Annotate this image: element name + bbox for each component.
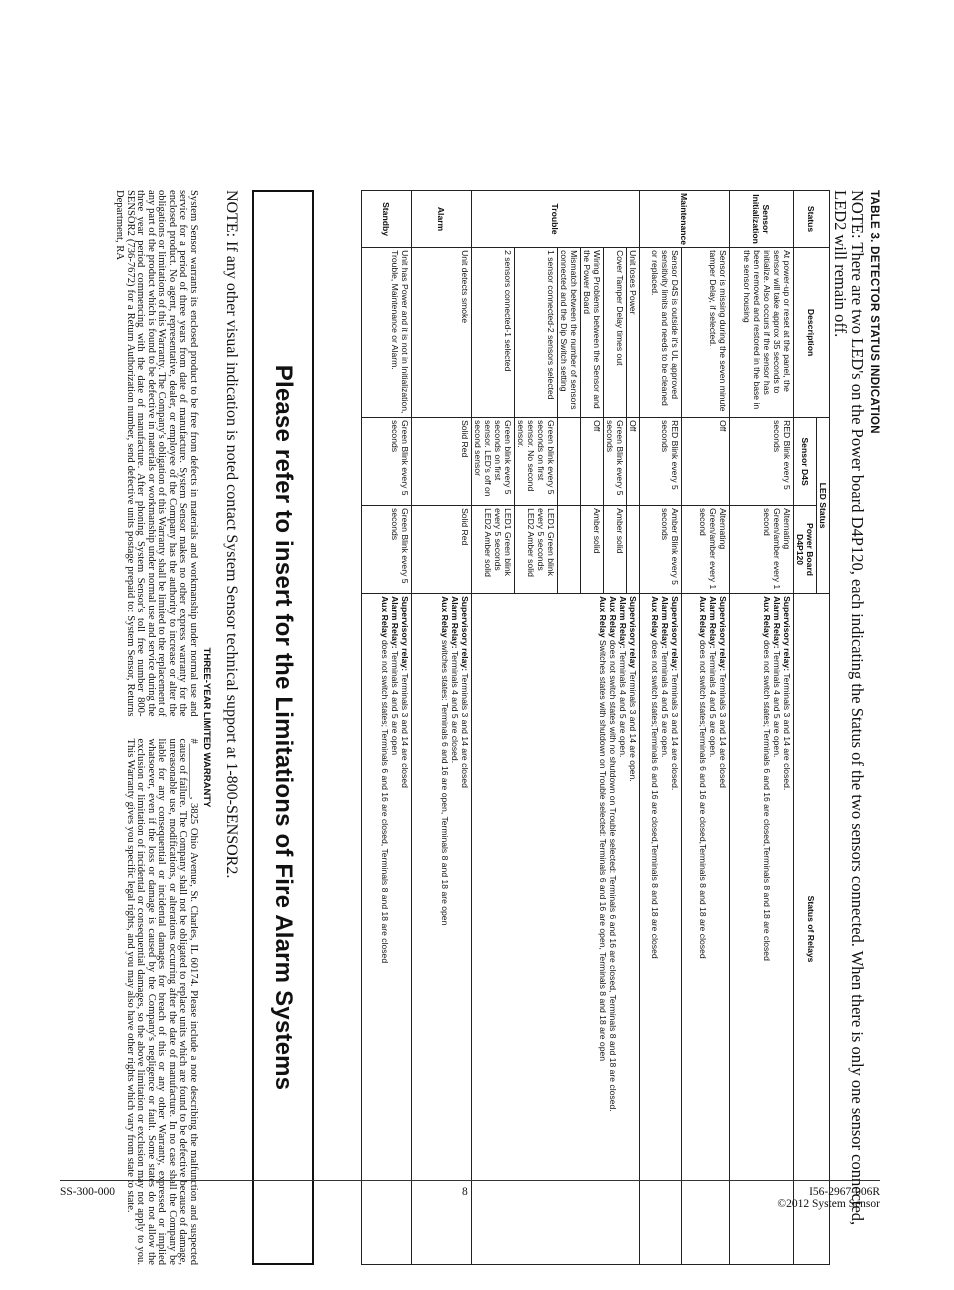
description-cell: Cover Tamper Delay times out bbox=[604, 248, 627, 418]
footer-rule bbox=[60, 1180, 880, 1181]
status-cell: Trouble bbox=[472, 191, 640, 248]
relay-text: Terminals 4 and 5 are closed. bbox=[450, 650, 460, 764]
sensor-led-cell bbox=[558, 418, 581, 506]
warranty-column-1: System Sensor warrants its enclosed product to be free from defects in materials and workmanship under normal use and service for a period of three years from date of manufacture. System Sensor makes no other express warranty for the enclosed product. No agent, representative, dealer, or employee of the Company has the authority to increase or alter the obligations or limitations of this Warranty. The Company's obligation of this Warranty shall be limited to the replacement of any part of the product which is found to be defective in materials or workmanship under normal use and service during the three year period commencing with the date of manufacture. After phoning System Sensor's toll free number 800-SENSOR2 (736-7672) for a Return Authorization number, send defective units postage prepaid to: System Sensor, Returns Department, RA bbox=[114, 190, 199, 717]
relay-label: Aux Relay bbox=[698, 596, 708, 638]
header-description: Description bbox=[794, 248, 830, 418]
table-row bbox=[730, 191, 794, 1265]
status-cell: Alarm bbox=[412, 191, 472, 248]
description-cell: Unit has Power and it is not in Initialization, Trouble, Maintenance or Alarm. bbox=[362, 248, 412, 418]
relay-label: Alarm Relay: bbox=[390, 596, 400, 649]
relay-text: does not switch states;Terminals 6 and 16 are closed,Terminals 8 and 18 are closed bbox=[650, 640, 660, 959]
description-cell: Unit loses Power bbox=[627, 248, 640, 418]
sensor-led-cell: Solid Red bbox=[412, 418, 472, 506]
power-led-cell: Alternating Green/amber every 1 second bbox=[682, 506, 730, 594]
relay-text: Terminals 3 and 14 are closed. bbox=[782, 673, 792, 791]
relay-label: Aux Relay bbox=[650, 596, 660, 638]
relay-text: Terminals 3 and 14 are closed bbox=[718, 673, 728, 788]
status-cell: Sensor Initialization bbox=[730, 191, 794, 248]
power-led-cell bbox=[627, 506, 640, 594]
relay-text: does not switch states; Terminals 6 and 16 are closed,Terminals 8 and 18 are closed bbox=[762, 640, 772, 961]
limitations-banner: Please refer to insert for the Limitations of Fire Alarm Systems bbox=[252, 190, 314, 1265]
detector-status-table bbox=[361, 190, 830, 1265]
power-led-cell: LED1 Green blink every 5 seconds LED2 Amber solid bbox=[515, 506, 558, 594]
relay-text: switches states: Terminals 6 and 16 are open, Terminals 8 and 18 are open bbox=[440, 640, 450, 926]
relays-cell bbox=[412, 594, 472, 1265]
description-cell: 1 sensor connected-2 sensors selected bbox=[515, 248, 558, 418]
relay-label: Aux Relay bbox=[608, 596, 618, 638]
description-cell: Wiring Problems between the Sensor and the Power Board bbox=[581, 248, 604, 418]
relay-text: Terminals 4 and 5 are open. bbox=[660, 650, 670, 758]
relay-text: Terminals 3 and 14 are closed bbox=[460, 673, 470, 788]
relay-label: Supervisory relay: bbox=[718, 596, 728, 672]
description-cell: Mismatch between the number of sensors connected and the Dip Switch setting bbox=[558, 248, 581, 418]
sensor-led-cell: Off bbox=[682, 418, 730, 506]
copyright: ©2012 System Sensor bbox=[777, 1198, 880, 1210]
relays-cell bbox=[640, 594, 682, 1265]
power-led-cell: Alternating Green/amber every 1 second bbox=[730, 506, 794, 594]
warranty-column-2: #__________, 3825 Ohio Avenue, St. Charles, IL 60174. Please include a note describing the malfunction and suspected cause of failure. The Company shall not be obligated to replace units which are found to be defective because of damage, unreasonable use, modifications, or alterations occurring after the date of manufacture. In no case shall the Company be liable for any consequential or incidental damages for breach of this or any other Warranty, expressed or implied whatsoever, even if the loss or damage is caused by the Company's negligence or fault. Some states do not allow the exclusion or limitation of incidental or consequential damages, so the above limitation or exclusion may not apply to you. This Warranty gives you specific legal rights, and you may also have other rights which vary from state to state. bbox=[125, 738, 199, 1265]
relay-label: Supervisory relay: bbox=[460, 596, 470, 672]
description-cell: At power-up or reset at the panel, the sensor will take approx 35 seconds to initialize. Also occurs if the sensor has been removed and restored in the base in the sensor housing bbox=[730, 248, 794, 418]
sensor-led-cell: Green blink every 5 seconds on first sensor. No second sensor. bbox=[515, 418, 558, 506]
power-led-cell: Amber solid bbox=[581, 506, 604, 594]
power-led-cell: Green Blink every 5 seconds bbox=[362, 506, 412, 594]
note-bottom: NOTE: If any other visual indication is noted contact System Sensor technical support at 1-800-SENSOR2. bbox=[223, 190, 240, 879]
relay-label: Aux Relay bbox=[762, 596, 772, 638]
header-status: Status bbox=[794, 191, 830, 248]
sensor-led-cell: Green blink every 5 seconds on first sensor. LED's off on second sensor bbox=[472, 418, 515, 506]
description-cell: Sensor D4S is outside it's UL approved sensitivity limits and needs to be cleaned or replaced. bbox=[640, 248, 682, 418]
relay-text: does not switch states; Terminals 6 and 16 are closed, Terminals 8 and 18 are closed bbox=[380, 640, 390, 964]
relays-cell bbox=[730, 594, 794, 1265]
relay-label: Aux Relay bbox=[598, 596, 608, 638]
relays-cell bbox=[472, 594, 640, 1265]
rotated-page-content bbox=[60, 190, 880, 1290]
power-led-cell bbox=[558, 506, 581, 594]
relay-label: Supervisory relay: bbox=[782, 596, 792, 672]
relays-cell bbox=[362, 594, 412, 1265]
table-row bbox=[627, 191, 640, 1265]
power-led-cell: Solid Red bbox=[412, 506, 472, 594]
sensor-led-cell: Off bbox=[581, 418, 604, 506]
relay-text: does not switch states;Terminals 6 and 16 are closed,Terminals 8 and 18 are closed bbox=[698, 640, 708, 959]
description-cell: 2 sensors connected-1 selected bbox=[472, 248, 515, 418]
power-led-cell: Amber solid bbox=[604, 506, 627, 594]
doc-number-left: SS-300-000 bbox=[60, 1186, 115, 1198]
warranty-title: THREE-YEAR LIMITED WARRANTY bbox=[201, 647, 212, 808]
relay-label: Supervisory relay: bbox=[670, 596, 680, 672]
relays-cell bbox=[682, 594, 730, 1265]
header-power-board: Power Board D4P120 bbox=[794, 506, 817, 594]
relay-text: Terminals 4 and 5 are open. bbox=[772, 650, 782, 758]
relay-label: Supervisory relay: bbox=[400, 596, 410, 672]
table-row bbox=[682, 191, 730, 1265]
relay-text: Terminals 4 and 5 are open. bbox=[708, 650, 718, 758]
relay-label: Aux Relay bbox=[440, 596, 450, 638]
status-cell: Maintenance bbox=[640, 191, 730, 248]
relay-text: Terminals 4 and 5 are open bbox=[390, 650, 400, 755]
status-cell: Standby bbox=[362, 191, 412, 248]
sensor-led-cell: RED Blink every 5 seconds bbox=[730, 418, 794, 506]
header-sensor: Sensor D4S bbox=[794, 418, 817, 506]
relay-label: Aux Relay bbox=[380, 596, 390, 638]
table-header-row bbox=[817, 191, 830, 1265]
relay-text: Terminals 3 and 14 are open. bbox=[628, 670, 638, 782]
relay-text: does not switch states with no shutdown on Trouble selected: Terminals 6 and 16 are closed, Terminals 8 and 18 are closed. bbox=[608, 640, 618, 1112]
header-relays: Status of Relays bbox=[794, 594, 830, 1265]
power-led-cell: Amber Blink every 5 seconds bbox=[640, 506, 682, 594]
warranty-text bbox=[114, 190, 198, 1265]
doc-number-right bbox=[777, 1186, 880, 1210]
table-row bbox=[412, 191, 472, 1265]
relay-text: Switches states with shutdown on Trouble selected: Terminals 6 and 16 are open, Terminals 8 and 18 are open bbox=[598, 640, 608, 1062]
description-cell: Sensor is missing during the seven minute tamper Delay, if selected. bbox=[682, 248, 730, 418]
doc-code: I56-2967-006R bbox=[809, 1186, 880, 1198]
relay-label: Alarm Relay: bbox=[708, 596, 718, 649]
table-row bbox=[640, 191, 682, 1265]
description-cell: Unit detects smoke bbox=[412, 248, 472, 418]
relay-text: Terminals 3 and 14 are closed bbox=[400, 673, 410, 788]
relay-label: Supervisory relay bbox=[628, 596, 638, 669]
power-led-cell: LED1 Green blink every 5 seconds LED2 Amber solid bbox=[472, 506, 515, 594]
relay-label: Alarm Relay: bbox=[660, 596, 670, 649]
sensor-led-cell: Off bbox=[627, 418, 640, 506]
relay-label: Alarm Relay: bbox=[618, 596, 628, 649]
page-number: 8 bbox=[462, 1186, 468, 1198]
relay-text: Terminals 4 and 5 are open. bbox=[618, 650, 628, 758]
relay-label: Alarm Relay: bbox=[450, 596, 460, 649]
table-row bbox=[362, 191, 412, 1265]
sensor-led-cell: Green Blink every 5 seconds bbox=[362, 418, 412, 506]
relay-text: Terminals 3 and 14 are closed. bbox=[670, 673, 680, 791]
note-top: NOTE: There are two LED's on the Power board D4P120, each indicating the Status of the two sensors connected. When there is only one sensor connected, LED2 will remain off. bbox=[831, 190, 867, 1226]
relay-label: Alarm Relay: bbox=[772, 596, 782, 649]
table-title: TABLE 3. DETECTOR STATUS INDICATION bbox=[868, 190, 880, 434]
header-led-status: LED Status bbox=[817, 418, 830, 594]
sensor-led-cell: RED Blink every 5 seconds bbox=[640, 418, 682, 506]
sensor-led-cell: Green Blink every 5 seconds bbox=[604, 418, 627, 506]
